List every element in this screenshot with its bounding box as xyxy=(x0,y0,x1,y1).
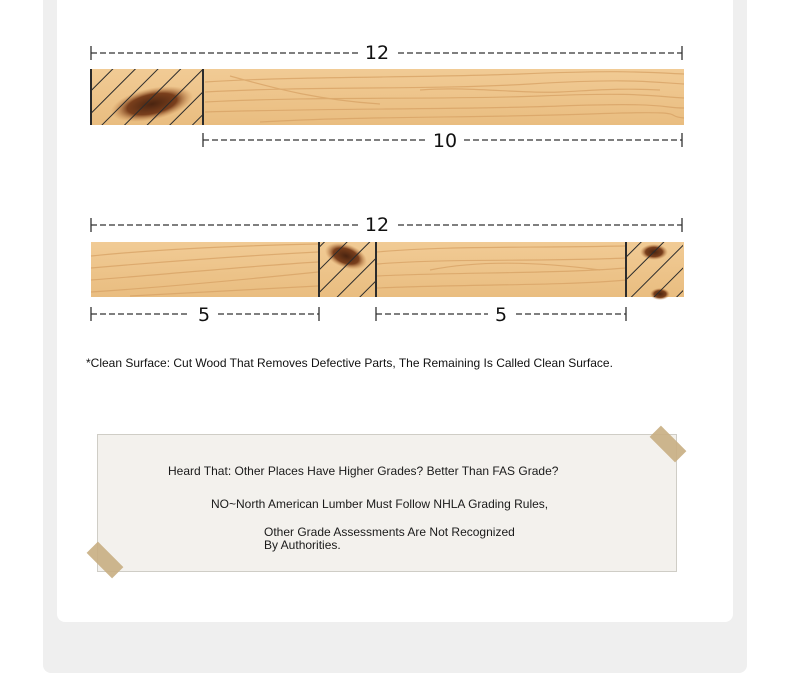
note-answer-line2: Other Grade Assessments Are Not Recognized xyxy=(264,525,515,539)
board2 xyxy=(91,237,684,300)
note-answer-line3: By Authorities. xyxy=(264,538,341,552)
board2-defect-hatch-middle xyxy=(319,242,376,297)
board2-right-clean-label: 5 xyxy=(494,304,508,326)
board2-total-label: 12 xyxy=(364,214,390,236)
sticky-note xyxy=(97,434,677,572)
board1-total-label: 12 xyxy=(364,42,390,64)
board1-clean-label: 10 xyxy=(432,130,458,152)
board2-left-clean-label: 5 xyxy=(197,304,211,326)
board2-defect-hatch-right xyxy=(626,242,683,297)
note-question: Heard That: Other Places Have Higher Grades? Better Than FAS Grade? xyxy=(168,464,559,478)
note-answer-line1: NO~North American Lumber Must Follow NHLA Grading Rules, xyxy=(211,497,549,511)
board1 xyxy=(91,69,684,128)
board1-defect-hatch xyxy=(91,69,203,125)
clean-surface-footnote: *Clean Surface: Cut Wood That Removes Defective Parts, The Remaining Is Called Clean Surface. xyxy=(86,356,613,370)
board-diagram xyxy=(0,0,790,340)
